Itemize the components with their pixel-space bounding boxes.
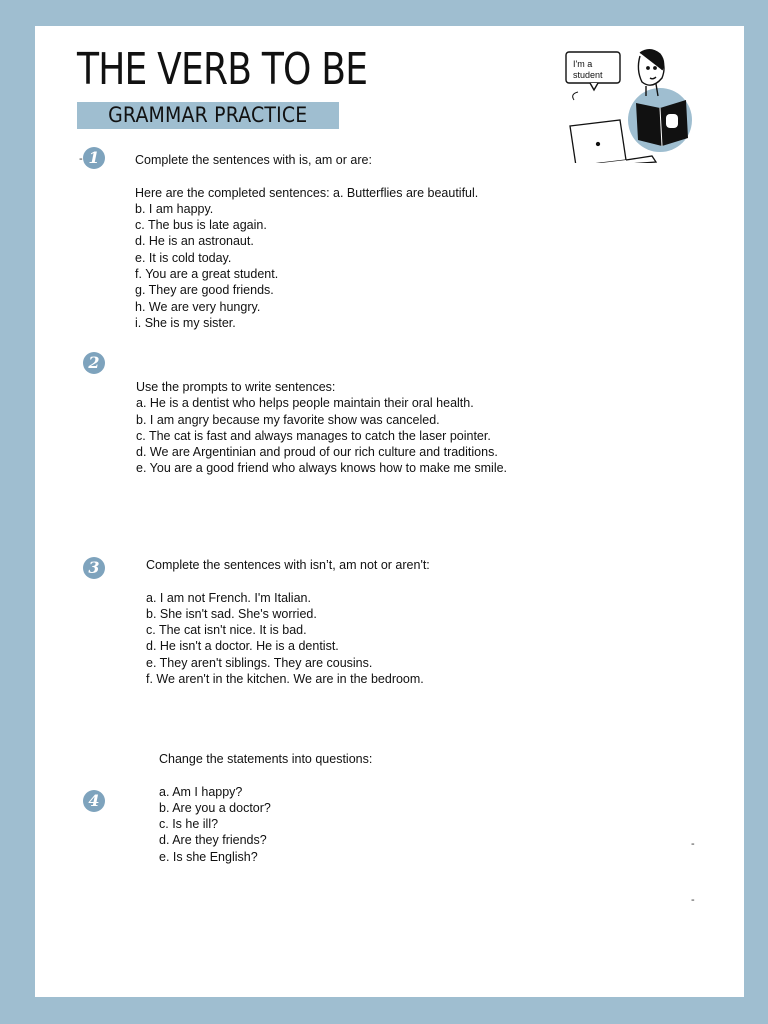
section-instruction: Complete the sentences with isn’t, am not or aren't: <box>146 558 430 572</box>
answer-line: g. They are good friends. <box>135 283 274 298</box>
answer-line: b. Are you a doctor? <box>159 800 271 815</box>
page-title: THE VERB TO BE <box>77 44 368 95</box>
answer-line: c. Is he ill? <box>159 817 219 832</box>
answer-line: e. You are a good friend who always knows how to make me smile. <box>136 461 508 476</box>
answer-line: d. He isn't a doctor. He is a dentist. <box>146 639 339 654</box>
section-instruction: Complete the sentences with is, am or are: <box>135 153 372 167</box>
answer-line: d. He is an astronaut. <box>135 234 254 249</box>
answer-line: c. The cat is fast and always manages to catch the laser pointer. <box>136 428 491 443</box>
answer-line: f. You are a great student. <box>135 267 279 282</box>
answer-line: h. We are very hungry. <box>135 299 261 314</box>
section-instruction: Change the statements into questions: <box>159 752 373 766</box>
answer-line: e. It is cold today. <box>135 250 232 265</box>
answer-line: f. We aren't in the kitchen. We are in the bedroom. <box>146 672 424 687</box>
answer-line: b. I am happy. <box>135 201 214 216</box>
section-number-2: 2 <box>83 352 105 374</box>
answer-line: b. She isn't sad. She's worried. <box>146 606 317 621</box>
answer-line: e. Is she English? <box>159 849 258 864</box>
answer-line: d. Are they friends? <box>159 833 267 848</box>
answer-line: e. They aren't siblings. They are cousins. <box>146 655 373 670</box>
section-1 <box>135 152 478 331</box>
dash-mark: - <box>79 153 83 165</box>
subtitle-text: GRAMMAR PRACTICE <box>108 103 308 127</box>
section-2 <box>136 379 507 477</box>
answer-line: c. The bus is late again. <box>135 218 267 233</box>
section-number-1: 1 <box>83 147 105 169</box>
answer-line: b. I am angry because my favorite show was canceled. <box>136 412 440 427</box>
answer-line: c. The cat isn't nice. It is bad. <box>146 623 307 638</box>
answer-line: i. She is my sister. <box>135 315 236 330</box>
dash-mark: - <box>691 894 695 906</box>
section-4 <box>159 751 372 865</box>
answer-line: d. We are Argentinian and proud of our rich culture and traditions. <box>136 445 498 460</box>
worksheet-page <box>35 26 744 997</box>
section-instruction: Use the prompts to write sentences: <box>136 380 336 394</box>
speech-bubble-text: I'm a student <box>573 59 603 80</box>
section-number-3: 3 <box>83 557 105 579</box>
section-3 <box>146 557 430 687</box>
answer-line: a. I am not French. I'm Italian. <box>146 590 311 605</box>
answer-line: Here are the completed sentences: a. Butterflies are beautiful. <box>135 185 479 200</box>
answer-line: a. He is a dentist who helps people maintain their oral health. <box>136 396 474 411</box>
dash-mark: - <box>691 838 695 850</box>
section-number-4: 4 <box>83 790 105 812</box>
answer-line: a. Am I happy? <box>159 784 243 799</box>
page-subtitle <box>77 102 339 129</box>
